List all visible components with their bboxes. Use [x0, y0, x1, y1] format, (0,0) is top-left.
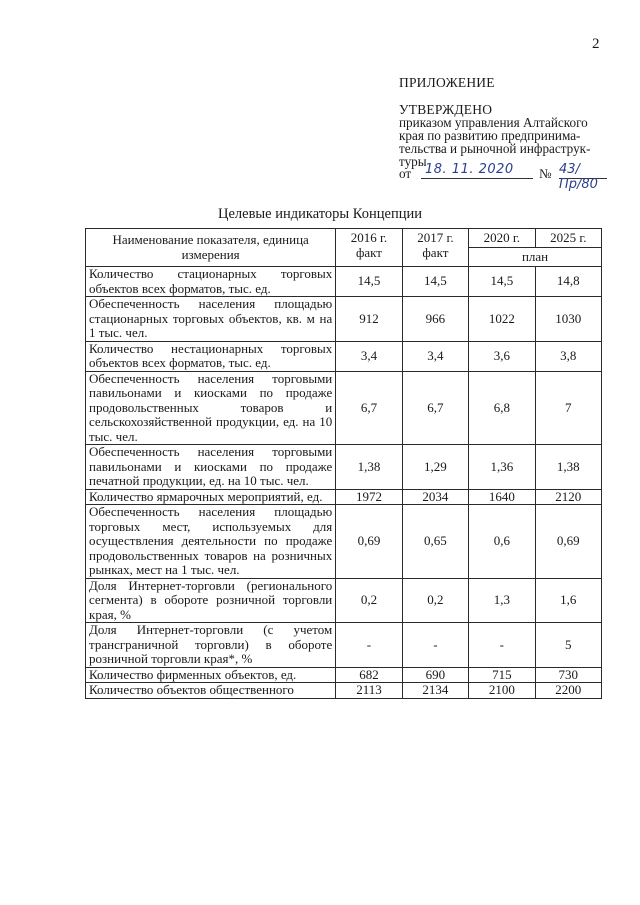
approval-block	[399, 76, 607, 168]
indicator-value: 7	[535, 371, 601, 445]
table-row	[86, 371, 602, 445]
header-year-2020: 2020 г.	[469, 229, 535, 248]
indicator-value: 1,29	[402, 445, 468, 490]
indicator-value: 6,7	[402, 371, 468, 445]
fact-label: факт	[422, 244, 449, 260]
indicator-value: 1022	[469, 297, 535, 342]
indicator-value: 2100	[469, 683, 535, 699]
indicator-value: 682	[336, 667, 402, 683]
indicator-name: Количество фирменных объектов, ед.	[86, 667, 336, 683]
indicator-value: 1640	[469, 489, 535, 505]
indicator-value: 2034	[402, 489, 468, 505]
indicator-value: 1030	[535, 297, 601, 342]
indicator-value: 6,7	[336, 371, 402, 445]
indicator-value: 6,8	[469, 371, 535, 445]
indicator-name: Доля Интернет-торговли (с учетом трансграничной торговли) в обороте розничной торговли края*, %	[86, 623, 336, 668]
indicator-value: 912	[336, 297, 402, 342]
table-row	[86, 667, 602, 683]
date-underline	[421, 178, 533, 179]
indicator-name: Обеспеченность населения площадью торговых мест, используемых для осуществления деятельности по продаже продовольственных товаров на розничных рынках, мест на 1 тыс. чел.	[86, 505, 336, 579]
indicator-value: 3,6	[469, 341, 535, 371]
indicator-value: 3,8	[535, 341, 601, 371]
indicator-value: 1,38	[336, 445, 402, 490]
indicator-value: -	[469, 623, 535, 668]
indicator-value: 966	[402, 297, 468, 342]
order-line: края по развитию предпринима-	[399, 128, 581, 143]
fact-label: факт	[355, 244, 382, 260]
year-label: 2016 г.	[350, 230, 388, 245]
indicator-value: 1,38	[535, 445, 601, 490]
page-number: 2	[592, 36, 600, 52]
table-row	[86, 489, 602, 505]
plan-label: план	[469, 248, 602, 267]
order-date: 18. 11. 2020	[425, 162, 514, 177]
indicator-value: 1,6	[535, 578, 601, 623]
number-label: №	[539, 166, 552, 181]
indicator-name: Количество стационарных торговых объектов всех форматов, тыс. ед.	[86, 267, 336, 297]
table-row	[86, 297, 602, 342]
indicator-value: 0,69	[535, 505, 601, 579]
indicator-value: 0,2	[402, 578, 468, 623]
header-indicator-name: Наименование показателя, единица измерения	[86, 229, 336, 267]
indicator-value: 3,4	[336, 341, 402, 371]
indicator-value: 14,8	[535, 267, 601, 297]
indicator-value: 1972	[336, 489, 402, 505]
table-row	[86, 341, 602, 371]
year-label: 2017 г.	[417, 230, 454, 245]
indicator-value: 2120	[535, 489, 601, 505]
order-line: тельства и рыночной инфраструк-	[399, 141, 591, 156]
indicator-value: 5	[535, 623, 601, 668]
approved-label: УТВЕРЖДЕНО	[399, 102, 493, 117]
table-row	[86, 505, 602, 579]
table-body	[86, 267, 602, 699]
header-year-2025: 2025 г.	[535, 229, 601, 248]
table-row	[86, 267, 602, 297]
table-row	[86, 578, 602, 623]
table-header-row	[86, 229, 602, 248]
indicator-name: Количество нестационарных торговых объектов всех форматов, тыс. ед.	[86, 341, 336, 371]
indicator-value: 14,5	[402, 267, 468, 297]
order-number: 43/Пр/80	[559, 162, 598, 192]
indicator-value: 690	[402, 667, 468, 683]
table-row	[86, 683, 602, 699]
indicator-value: 2200	[535, 683, 601, 699]
indicator-value: 0,2	[336, 578, 402, 623]
indicator-value: 1,36	[469, 445, 535, 490]
indicator-value: 0,6	[469, 505, 535, 579]
indicator-value: 0,65	[402, 505, 468, 579]
order-line: приказом управления Алтайского	[399, 115, 588, 130]
indicator-value: 2113	[336, 683, 402, 699]
order-meta	[399, 162, 609, 192]
indicator-name: Количество ярмарочных мероприятий, ед.	[86, 489, 336, 505]
table-row	[86, 445, 602, 490]
indicator-value: 2134	[402, 683, 468, 699]
indicators-table	[85, 228, 602, 699]
table-row	[86, 623, 602, 668]
document-title: Целевые индикаторы Концепции	[218, 206, 422, 222]
from-label: от	[399, 166, 412, 181]
indicator-name: Количество объектов общественного	[86, 683, 336, 699]
indicator-value: 3,4	[402, 341, 468, 371]
indicator-value: 715	[469, 667, 535, 683]
indicator-value: -	[336, 623, 402, 668]
header-year-2017	[402, 229, 468, 267]
indicator-value: 1,3	[469, 578, 535, 623]
appendix-label: ПРИЛОЖЕНИЕ	[399, 75, 495, 90]
indicator-value: 0,69	[336, 505, 402, 579]
indicator-value: 730	[535, 667, 601, 683]
indicator-name: Обеспеченность населения торговыми павильонами и киосками по продаже продовольственных товаров и сельскохозяйственной продукции, ед. на 10 тыс. чел.	[86, 371, 336, 445]
indicator-value: -	[402, 623, 468, 668]
indicator-value: 14,5	[469, 267, 535, 297]
header-year-2016	[336, 229, 402, 267]
indicator-name: Доля Интернет-торговли (регионального сегмента) в обороте розничной торговли края, %	[86, 578, 336, 623]
indicator-name: Обеспеченность населения торговыми павильонами и киосками по продаже печатной продукции, ед. на 10 тыс. чел.	[86, 445, 336, 490]
indicator-name: Обеспеченность населения площадью стационарных торговых объектов, кв. м на 1 тыс. чел.	[86, 297, 336, 342]
order-line: туры	[399, 154, 427, 169]
indicator-value: 14,5	[336, 267, 402, 297]
